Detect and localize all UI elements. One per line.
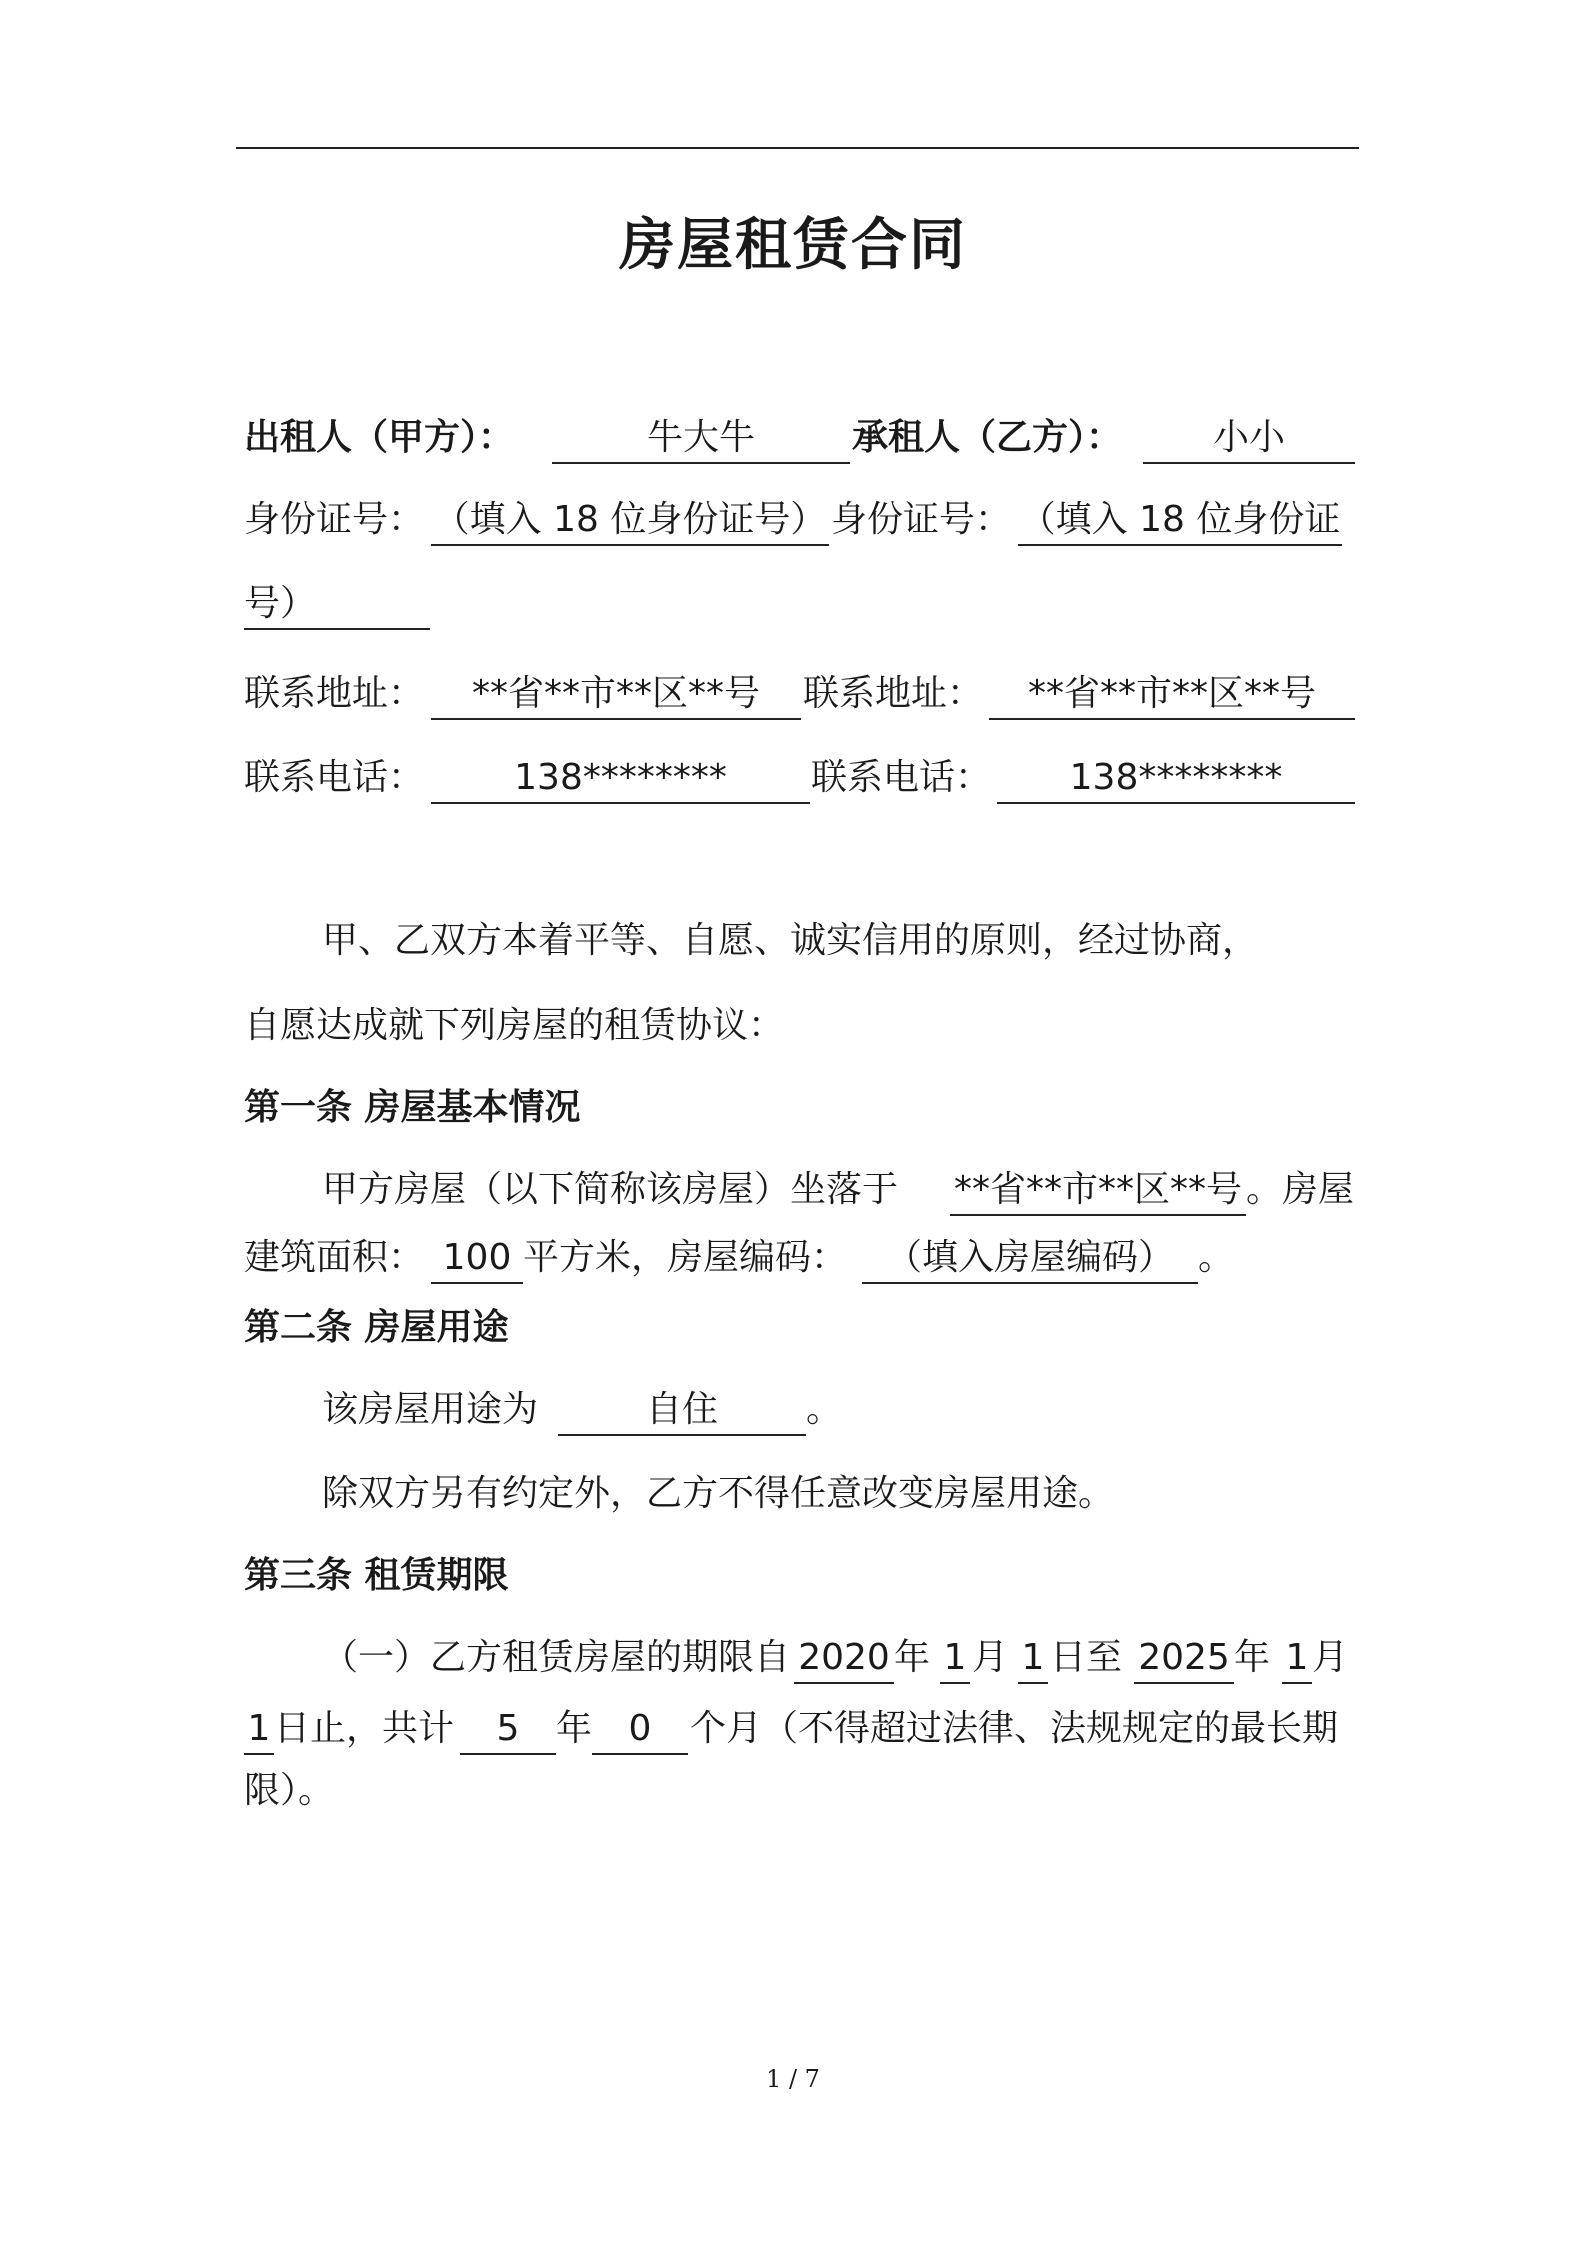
article-2-heading: 第二条 房屋用途 bbox=[244, 1307, 509, 1348]
lessor-label: 出租人（甲方）： bbox=[244, 417, 515, 458]
end-month-field: 1 bbox=[1282, 1634, 1312, 1684]
header-rule bbox=[236, 147, 1359, 149]
page-number: 1 / 7 bbox=[766, 2065, 820, 2093]
article-1-line2-post: 。 bbox=[1198, 1237, 1235, 1278]
house-code-field: （填入房屋编码） bbox=[862, 1234, 1198, 1284]
year-char-2: 年 bbox=[1234, 1637, 1271, 1678]
lessee-label: 承租人（乙方）： bbox=[852, 417, 1123, 458]
lessee-name-field: 小小 bbox=[1143, 414, 1355, 464]
month-char-1: 月 bbox=[972, 1637, 1009, 1678]
article-1-line2-mid: 平方米，房屋编码： bbox=[523, 1237, 848, 1278]
house-use-post: 。 bbox=[806, 1389, 843, 1430]
start-month-field: 1 bbox=[940, 1634, 970, 1684]
lease-years-field: 5 bbox=[460, 1705, 556, 1755]
day-to-text: 日至 bbox=[1050, 1637, 1123, 1678]
article-1-line2-pre: 建筑面积： bbox=[244, 1237, 425, 1278]
year-char-3: 年 bbox=[556, 1708, 593, 1749]
house-use-field: 自住 bbox=[558, 1386, 806, 1436]
year-char-1: 年 bbox=[894, 1637, 931, 1678]
lessor-address-label: 联系地址： bbox=[244, 673, 425, 714]
month-char-2: 月 bbox=[1312, 1637, 1349, 1678]
article-3-heading: 第三条 租赁期限 bbox=[244, 1555, 509, 1596]
start-day-field: 1 bbox=[1018, 1634, 1048, 1684]
lessee-id-label: 身份证号： bbox=[831, 499, 1012, 540]
house-use-pre: 该房屋用途为 bbox=[322, 1389, 539, 1430]
house-location-field: **省**市**区**号 bbox=[950, 1166, 1246, 1216]
lessor-address-field: **省**市**区**号 bbox=[431, 670, 801, 720]
intro-line-2: 自愿达成就下列房屋的租赁协议： bbox=[244, 1005, 785, 1046]
lessee-id-field-line2: 号） bbox=[244, 580, 430, 630]
lessee-id-field-line1: （填入 18 位身份证 bbox=[1018, 496, 1342, 546]
lessor-phone-label: 联系电话： bbox=[244, 757, 425, 798]
lease-term-line3: 限）。 bbox=[244, 1770, 335, 1811]
lessor-name-field: 牛大牛 bbox=[552, 414, 850, 464]
end-day-field: 1 bbox=[244, 1705, 274, 1755]
lessee-address-field: **省**市**区**号 bbox=[989, 670, 1355, 720]
article-1-line1-pre: 甲方房屋（以下简称该房屋）坐落于 bbox=[322, 1169, 899, 1210]
lessee-phone-label: 联系电话： bbox=[811, 757, 992, 798]
lessor-id-field: （填入 18 位身份证号） bbox=[431, 496, 829, 546]
lease-term-line2-mid: 日止，共计 bbox=[274, 1708, 455, 1749]
lease-term-line2-post: 个月（不得超过法律、法规规定的最长期 bbox=[690, 1708, 1339, 1749]
start-year-field: 2020 bbox=[794, 1634, 894, 1684]
document-title: 房屋租赁合同 bbox=[619, 213, 967, 278]
lease-term-pre: （一）乙方租赁房屋的期限自 bbox=[322, 1637, 791, 1678]
article-1-line1-post: 。房屋 bbox=[1246, 1169, 1355, 1210]
lessor-phone-field: 138******** bbox=[431, 754, 810, 804]
intro-line-1: 甲、乙双方本着平等、自愿、诚实信用的原则，经过协商， bbox=[322, 920, 1259, 961]
lessee-phone-field: 138******** bbox=[997, 754, 1355, 804]
article-1-heading: 第一条 房屋基本情况 bbox=[244, 1087, 581, 1128]
lessor-id-label: 身份证号： bbox=[244, 499, 425, 540]
building-area-field: 100 bbox=[431, 1234, 523, 1284]
use-restriction: 除双方另有约定外，乙方不得任意改变房屋用途。 bbox=[322, 1473, 1115, 1514]
lease-months-field: 0 bbox=[592, 1705, 688, 1755]
end-year-field: 2025 bbox=[1134, 1634, 1234, 1684]
lessee-address-label: 联系地址： bbox=[803, 673, 984, 714]
